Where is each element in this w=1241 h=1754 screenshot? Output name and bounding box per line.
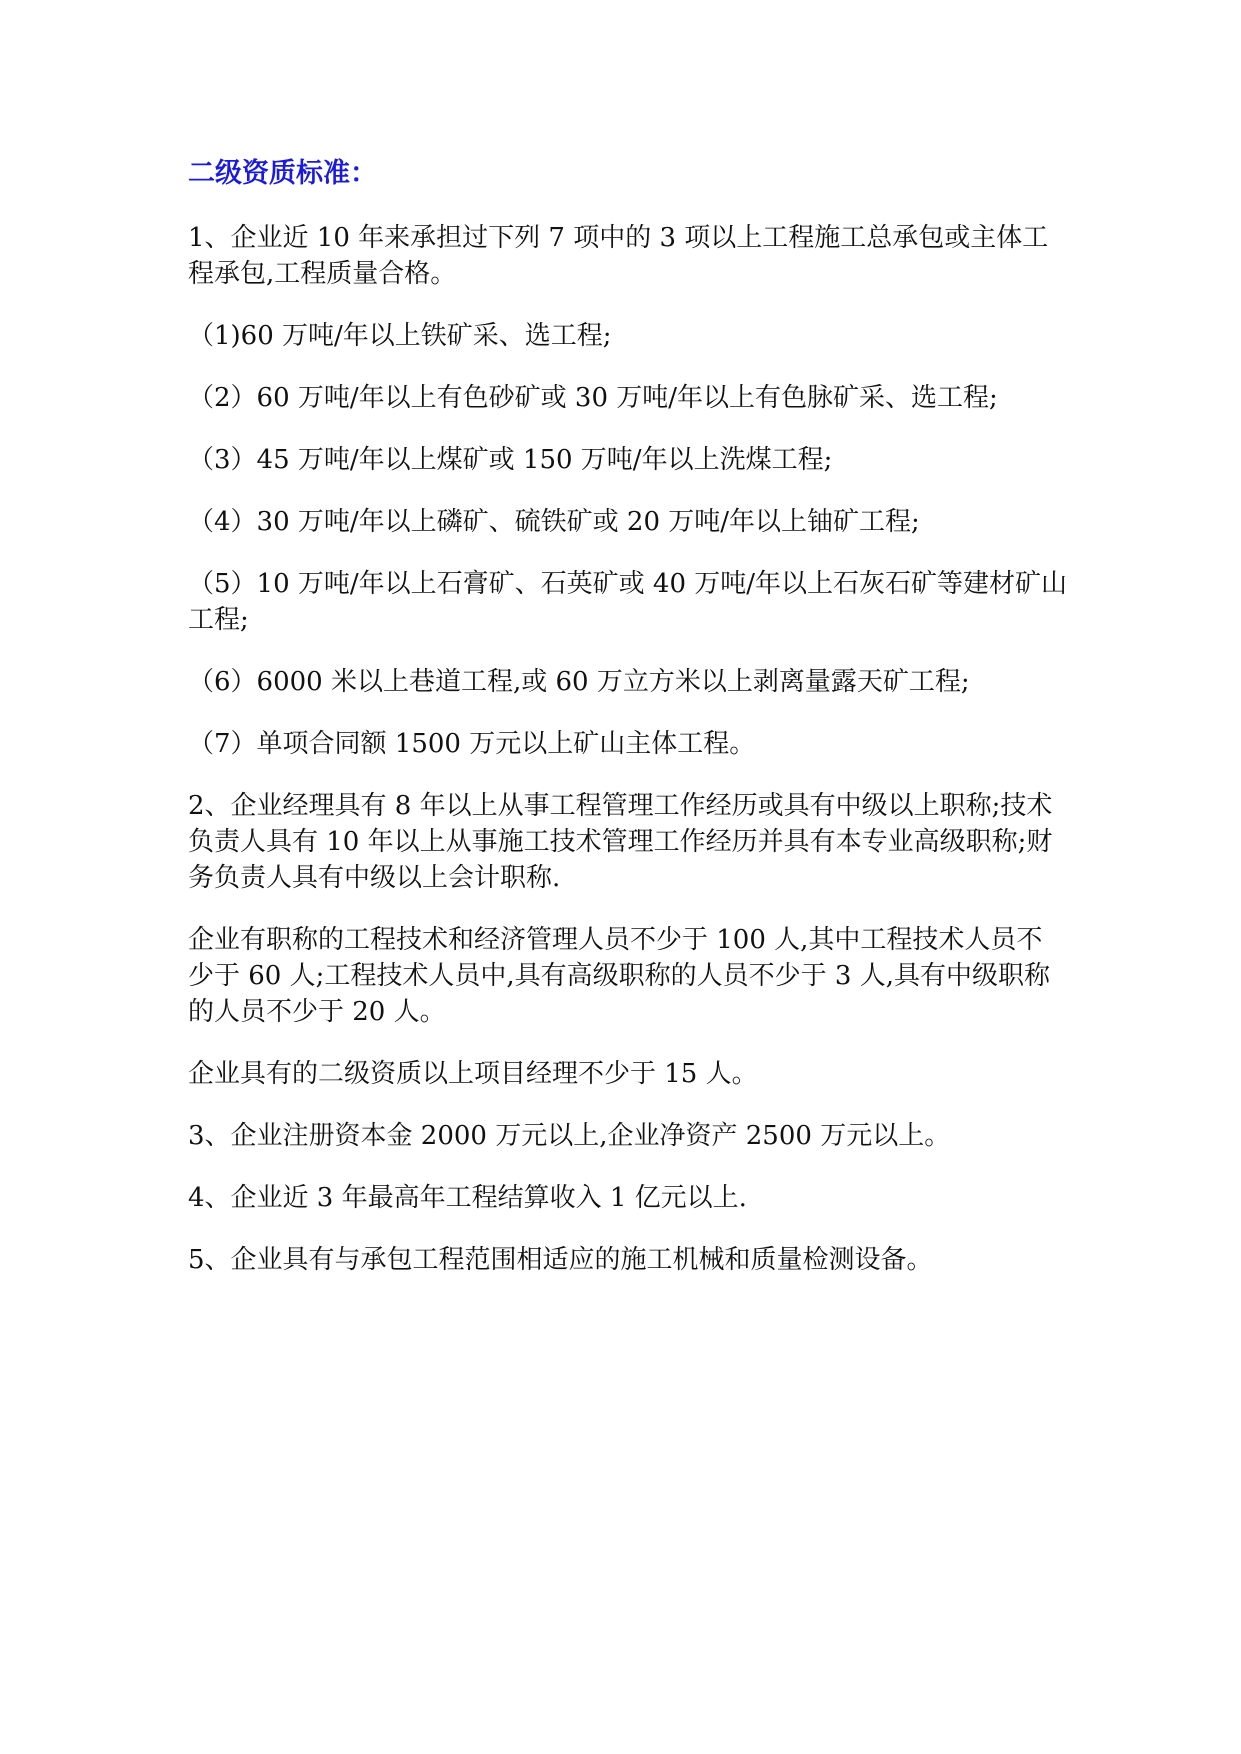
paragraph-project-manager: 企业具有的二级资质以上项目经理不少于 15 人。 — [188, 1059, 758, 1089]
paragraph-item-3: （3）45 万吨/年以上煤矿或 150 万吨/年以上洗煤工程; — [188, 445, 833, 475]
paragraph-item-6: （6）6000 米以上巷道工程,或 60 万立方米以上剥离量露天矿工程; — [188, 667, 970, 697]
document-content — [188, 156, 1068, 1304]
paragraph-requirement-2: 2、企业经理具有 8 年以上从事工程管理工作经历或具有中级以上职称;技术负责人具有 10 年以上从事施工技术管理工作经历并具有本专业高级职称;财务负责人具有中级以上会计职称. — [188, 791, 1053, 893]
paragraph-item-7: （7）单项合同额 1500 万元以上矿山主体工程。 — [188, 729, 756, 759]
paragraph-requirement-1: 1、企业近 10 年来承担过下列 7 项中的 3 项以上工程施工总承包或主体工程承包,工程质量合格。 — [188, 223, 1049, 289]
paragraph-item-4: （4）30 万吨/年以上磷矿、硫铁矿或 20 万吨/年以上铀矿工程; — [188, 507, 920, 537]
paragraph-item-5: （5）10 万吨/年以上石膏矿、石英矿或 40 万吨/年以上石灰石矿等建材矿山工程; — [188, 569, 1068, 635]
paragraph-staff-requirement: 企业有职称的工程技术和经济管理人员不少于 100 人,其中工程技术人员不少于 60 人;工程技术人员中,具有高级职称的人员不少于 3 人,具有中级职称的人员不少于 20 人。 — [188, 925, 1050, 1027]
paragraph-item-2: （2）60 万吨/年以上有色砂矿或 30 万吨/年以上有色脉矿采、选工程; — [188, 383, 998, 413]
paragraph-requirement-4: 4、企业近 3 年最高年工程结算收入 1 亿元以上. — [188, 1183, 747, 1213]
paragraph-requirement-5: 5、企业具有与承包工程范围相适应的施工机械和质量检测设备。 — [188, 1245, 933, 1275]
paragraph-requirement-3: 3、企业注册资本金 2000 万元以上,企业净资产 2500 万元以上。 — [188, 1121, 951, 1151]
section-heading: 二级资质标准： — [188, 158, 377, 189]
paragraph-item-1: （1)60 万吨/年以上铁矿采、选工程; — [188, 321, 612, 351]
